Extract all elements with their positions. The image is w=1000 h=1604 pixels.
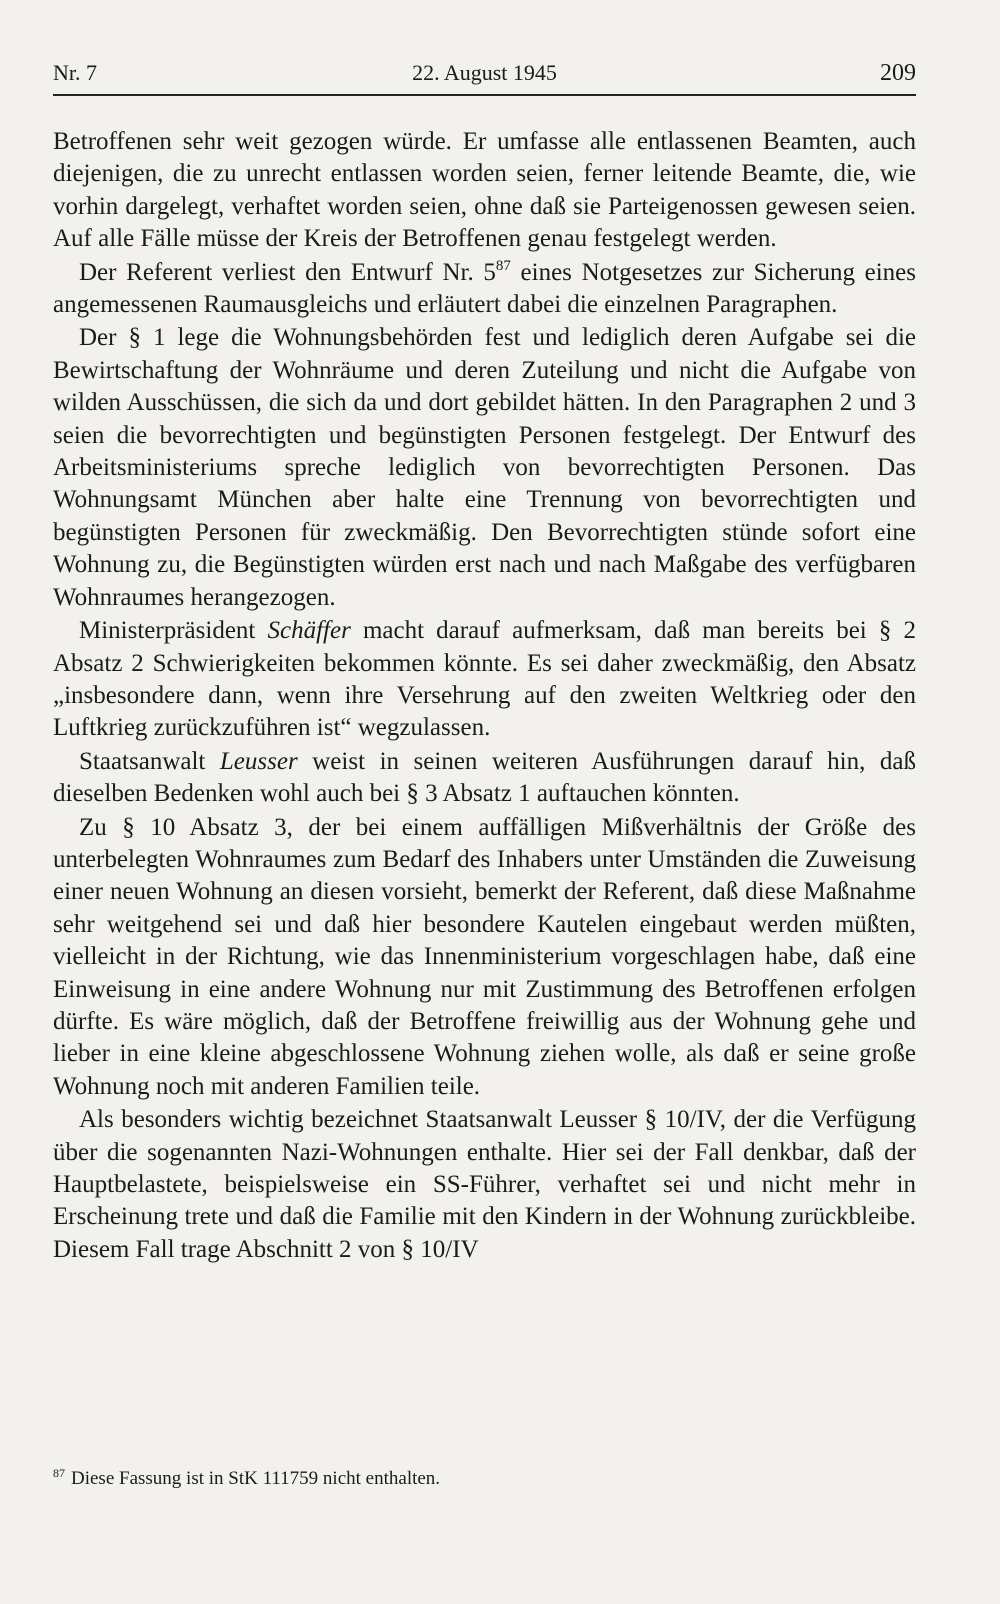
footnote-reference: 87 bbox=[495, 257, 511, 274]
paragraph bbox=[53, 322, 916, 614]
footnote-number: 87 bbox=[53, 1466, 65, 1480]
person-name: Leusser bbox=[219, 747, 298, 775]
text-run: Betroffenen sehr weit gezogen würde. Er umfasse alle entlassenen Beamten, auch diejenigen, die zu unrecht entlassen worden seien, ferner leitende Beamte, die, wie vorhin dargelegt, verhaftet worden seien, ohne daß sie Parteigenossen gewesen seien. Auf alle Fälle müsse der Kreis der Betroffenen genau festgelegt werden. bbox=[53, 128, 916, 253]
document-number: Nr. 7 bbox=[53, 60, 97, 85]
header-date: 22. August 1945 bbox=[412, 60, 557, 85]
header-rule bbox=[53, 94, 916, 96]
paragraph bbox=[53, 812, 916, 1104]
document-page bbox=[53, 0, 916, 1604]
text-run: weist in seinen weiteren Ausführungen darauf hin, daß dieselben Bedenken wohl auch bei § 3 Absatz 1 auftauchen könnten. bbox=[53, 747, 916, 808]
text-run: eines Notgesetzes zur Sicherung eines angemessenen Raumausgleichs und erläutert dabei die einzelnen Paragraphen. bbox=[53, 258, 917, 319]
paragraph bbox=[53, 126, 916, 256]
text-run: Als besonders wichtig bezeichnet Staatsanwalt Leusser § 10/IV, der die Verfügung über die sogenannten Nazi-Wohnungen enthalte. Hier sei der Fall denkbar, daß der Hauptbelastete, beispielsweise ein SS-Führer, verhaftet sei und nicht mehr in Erscheinung trete und daß die Familie mit den Kindern in der Wohnung zurückbleibe. Diesem Fall trage Abschnitt 2 von § 10/IV bbox=[53, 1106, 916, 1263]
text-run: Ministerpräsident bbox=[79, 617, 268, 645]
paragraph bbox=[53, 615, 916, 745]
footnote-text: Diese Fassung ist in StK 111759 nicht enthalten. bbox=[71, 1468, 441, 1489]
paragraph bbox=[53, 1104, 916, 1266]
text-run: Zu § 10 Absatz 3, der bei einem auffälligen Mißverhältnis der Größe des unterbelegten Wohnraumes zum Bedarf des Inhabers unter Umständen die Zuweisung einer neuen Wohnung an diesen vorsieht, bemerkt der Referent, daß diese Maßnahme sehr weitgehend sei und daß hier besondere Kautelen eingebaut werden müßten, vielleicht in der Richtung, wie das Innenministerium vorgeschlagen habe, daß eine Einweisung in eine andere Wohnung nur mit Zustimmung des Betroffenen erfolgen dürfte. Es wäre möglich, daß der Betroffene freiwillig aus der Wohnung gehe und lieber in eine kleine abgeschlossene Wohnung ziehen wolle, als daß er seine große Wohnung noch mit anderen Familien teile. bbox=[53, 813, 916, 1100]
paragraph bbox=[53, 257, 916, 322]
page-header bbox=[53, 56, 916, 90]
text-run: Der Referent verliest den Entwurf Nr. 5 bbox=[79, 258, 496, 286]
text-run: Staatsanwalt bbox=[79, 747, 220, 775]
text-run: macht darauf aufmerksam, daß man bereits bei § 2 Absatz 2 Schwierigkeiten bekommen könnte. Es sei daher zweckmäßig, den Absatz „insbesondere dann, wenn ihre Versehrung auf den zweiten Weltkrieg oder den Luftkrieg zurückzuführen ist“ wegzulassen. bbox=[53, 617, 916, 742]
paragraph bbox=[53, 746, 916, 811]
footnote bbox=[53, 1460, 916, 1492]
body-text bbox=[53, 126, 916, 1266]
person-name: Schäffer bbox=[267, 617, 351, 645]
page-number: 209 bbox=[880, 60, 916, 86]
text-run: Der § 1 lege die Wohnungsbehörden fest und lediglich deren Aufgabe sei die Bewirtschaftung der Wohnräume und deren Zuteilung und nicht die Aufgabe von wilden Ausschüssen, die sich da und dort gebildet hätten. In den Paragraphen 2 und 3 seien die bevorrechtigten und begünstigten Personen festgelegt. Der Entwurf des Arbeitsministeriums spreche lediglich von bevorrechtigten Personen. Das Wohnungsamt München aber halte eine Trennung von bevorrechtigten und begünstigten Personen für zweckmäßig. Den Bevorrechtigten stünde sofort eine Wohnung zu, die Begünstigten würden erst nach und nach Maßgabe des verfügbaren Wohnraumes herangezogen. bbox=[53, 324, 916, 611]
